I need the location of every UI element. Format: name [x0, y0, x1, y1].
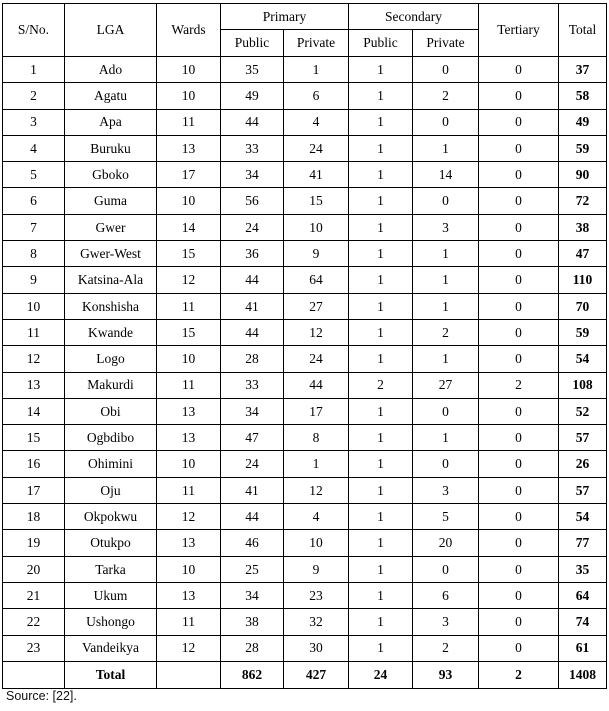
- secondary-public-cell: 1: [349, 162, 413, 188]
- wards-cell: 10: [157, 188, 221, 214]
- total-cell: 108: [559, 372, 607, 398]
- total-cell: 72: [559, 188, 607, 214]
- tertiary-cell: 0: [479, 135, 559, 161]
- total-cell: 37: [559, 57, 607, 83]
- tertiary-cell: 2: [479, 372, 559, 398]
- total-cell: 54: [559, 504, 607, 530]
- table-row: [3, 556, 607, 582]
- tertiary-cell: 0: [479, 451, 559, 477]
- primary-private-cell: 64: [284, 267, 349, 293]
- secondary-private-cell: 2: [413, 319, 479, 345]
- header-lga: LGA: [65, 4, 157, 57]
- header-row-top: [3, 4, 607, 30]
- secondary-private-cell: 1: [413, 425, 479, 451]
- primary-public-cell: 44: [221, 109, 284, 135]
- primary-private-cell: 44: [284, 372, 349, 398]
- table-row: [3, 241, 607, 267]
- wards-cell: 11: [157, 477, 221, 503]
- primary-public-cell: 49: [221, 83, 284, 109]
- secondary-private-cell: 0: [413, 109, 479, 135]
- wards-cell: 17: [157, 162, 221, 188]
- wards-cell: 12: [157, 267, 221, 293]
- table-row: [3, 214, 607, 240]
- tertiary-cell: 0: [479, 398, 559, 424]
- secondary-public-cell: 1: [349, 293, 413, 319]
- secondary-public-cell: 1: [349, 241, 413, 267]
- secondary-public-cell: 1: [349, 319, 413, 345]
- sno-cell: 13: [3, 372, 65, 398]
- lga-cell: Logo: [65, 346, 157, 372]
- tertiary-cell: 0: [479, 556, 559, 582]
- primary-private-cell: 10: [284, 530, 349, 556]
- sno-cell: 7: [3, 214, 65, 240]
- lga-cell: Makurdi: [65, 372, 157, 398]
- table-wrapper: [2, 3, 607, 689]
- wards-cell: 11: [157, 372, 221, 398]
- header-secondary-private: Private: [413, 30, 479, 57]
- primary-public-cell: 44: [221, 267, 284, 293]
- secondary-private-cell: 2: [413, 635, 479, 661]
- tertiary-cell: 0: [479, 57, 559, 83]
- lga-cell: Konshisha: [65, 293, 157, 319]
- wards-cell: 13: [157, 135, 221, 161]
- table-body: [3, 57, 607, 662]
- header-primary-public: Public: [221, 30, 284, 57]
- wards-cell: 14: [157, 214, 221, 240]
- total-cell: 38: [559, 214, 607, 240]
- wards-cell: 15: [157, 319, 221, 345]
- lga-cell: Otukpo: [65, 530, 157, 556]
- source-note: Source: [22].: [6, 689, 77, 703]
- primary-private-cell: 6: [284, 83, 349, 109]
- primary-private-cell: 15: [284, 188, 349, 214]
- lga-cell: Kwande: [65, 319, 157, 345]
- sno-cell: 5: [3, 162, 65, 188]
- primary-private-cell: 17: [284, 398, 349, 424]
- secondary-private-cell: 5: [413, 504, 479, 530]
- secondary-public-cell: 1: [349, 504, 413, 530]
- secondary-private-cell: 3: [413, 214, 479, 240]
- primary-private-cell: 4: [284, 504, 349, 530]
- lga-cell: Agatu: [65, 83, 157, 109]
- tertiary-cell: 0: [479, 477, 559, 503]
- primary-public-cell: 44: [221, 504, 284, 530]
- wards-cell: 13: [157, 582, 221, 608]
- secondary-public-cell: 1: [349, 530, 413, 556]
- tertiary-cell: 0: [479, 267, 559, 293]
- tertiary-cell: 0: [479, 609, 559, 635]
- primary-public-cell: 56: [221, 188, 284, 214]
- primary-public-cell: 46: [221, 530, 284, 556]
- secondary-private-cell: 1: [413, 135, 479, 161]
- total-cell: 35: [559, 556, 607, 582]
- lga-cell: Apa: [65, 109, 157, 135]
- tertiary-cell: 0: [479, 319, 559, 345]
- lga-cell: Gwer: [65, 214, 157, 240]
- total-cell: 47: [559, 241, 607, 267]
- sno-cell: 10: [3, 293, 65, 319]
- sno-cell: 12: [3, 346, 65, 372]
- table-row: [3, 319, 607, 345]
- wards-cell: 15: [157, 241, 221, 267]
- table-row: [3, 162, 607, 188]
- lga-cell: Obi: [65, 398, 157, 424]
- sno-cell: 20: [3, 556, 65, 582]
- secondary-private-cell: 0: [413, 57, 479, 83]
- table-row: [3, 372, 607, 398]
- primary-public-cell: 34: [221, 398, 284, 424]
- table-row: [3, 504, 607, 530]
- table-row: [3, 109, 607, 135]
- sno-cell: 15: [3, 425, 65, 451]
- total-cell: 52: [559, 398, 607, 424]
- primary-public-cell: 24: [221, 214, 284, 240]
- total-sno-cell: [3, 661, 65, 688]
- lga-cell: Tarka: [65, 556, 157, 582]
- total-cell: 70: [559, 293, 607, 319]
- total-cell: 59: [559, 135, 607, 161]
- lga-schools-table: [2, 3, 607, 689]
- secondary-private-cell: 6: [413, 582, 479, 608]
- lga-cell: Gboko: [65, 162, 157, 188]
- primary-public-cell: 35: [221, 57, 284, 83]
- secondary-public-cell: 1: [349, 609, 413, 635]
- primary-private-cell: 12: [284, 319, 349, 345]
- primary-private-cell: 30: [284, 635, 349, 661]
- tertiary-cell: 0: [479, 635, 559, 661]
- secondary-private-cell: 0: [413, 556, 479, 582]
- primary-public-cell: 25: [221, 556, 284, 582]
- secondary-private-cell: 20: [413, 530, 479, 556]
- sno-cell: 17: [3, 477, 65, 503]
- sno-cell: 19: [3, 530, 65, 556]
- total-cell: 26: [559, 451, 607, 477]
- header-primary: Primary: [221, 4, 349, 30]
- secondary-private-cell: 27: [413, 372, 479, 398]
- total-cell: 57: [559, 425, 607, 451]
- total-cell: 59: [559, 319, 607, 345]
- primary-public-cell: 28: [221, 346, 284, 372]
- primary-private-cell: 9: [284, 556, 349, 582]
- table-row: [3, 477, 607, 503]
- primary-private-cell: 4: [284, 109, 349, 135]
- wards-cell: 13: [157, 530, 221, 556]
- wards-cell: 13: [157, 398, 221, 424]
- wards-cell: 12: [157, 504, 221, 530]
- secondary-public-cell: 1: [349, 398, 413, 424]
- wards-cell: 10: [157, 83, 221, 109]
- tertiary-cell: 0: [479, 293, 559, 319]
- sno-cell: 8: [3, 241, 65, 267]
- table-row: [3, 188, 607, 214]
- total-cell: 54: [559, 346, 607, 372]
- secondary-public-cell: 1: [349, 188, 413, 214]
- total-label: Total: [65, 661, 157, 688]
- primary-private-cell: 1: [284, 57, 349, 83]
- secondary-private-cell: 1: [413, 241, 479, 267]
- tertiary-cell: 0: [479, 162, 559, 188]
- primary-public-cell: 41: [221, 477, 284, 503]
- wards-cell: 11: [157, 293, 221, 319]
- secondary-public-cell: 1: [349, 214, 413, 240]
- total-primary-private: 427: [284, 661, 349, 688]
- secondary-public-cell: 1: [349, 135, 413, 161]
- primary-public-cell: 34: [221, 162, 284, 188]
- sno-cell: 16: [3, 451, 65, 477]
- header-primary-private: Private: [284, 30, 349, 57]
- header-secondary: Secondary: [349, 4, 479, 30]
- tertiary-cell: 0: [479, 530, 559, 556]
- primary-private-cell: 1: [284, 451, 349, 477]
- sno-cell: 6: [3, 188, 65, 214]
- lga-cell: Ogbdibo: [65, 425, 157, 451]
- secondary-public-cell: 2: [349, 372, 413, 398]
- secondary-public-cell: 1: [349, 109, 413, 135]
- total-cell: 57: [559, 477, 607, 503]
- primary-private-cell: 8: [284, 425, 349, 451]
- lga-cell: Oju: [65, 477, 157, 503]
- lga-cell: Okpokwu: [65, 504, 157, 530]
- primary-private-cell: 24: [284, 346, 349, 372]
- primary-public-cell: 36: [221, 241, 284, 267]
- wards-cell: 12: [157, 635, 221, 661]
- tertiary-cell: 0: [479, 109, 559, 135]
- total-cell: 49: [559, 109, 607, 135]
- primary-private-cell: 9: [284, 241, 349, 267]
- secondary-public-cell: 1: [349, 267, 413, 293]
- sno-cell: 18: [3, 504, 65, 530]
- header-total: Total: [559, 4, 607, 57]
- secondary-public-cell: 1: [349, 635, 413, 661]
- lga-cell: Ushongo: [65, 609, 157, 635]
- wards-cell: 11: [157, 609, 221, 635]
- sno-cell: 1: [3, 57, 65, 83]
- total-primary-public: 862: [221, 661, 284, 688]
- total-cell: 90: [559, 162, 607, 188]
- sno-cell: 4: [3, 135, 65, 161]
- sno-cell: 21: [3, 582, 65, 608]
- primary-private-cell: 41: [284, 162, 349, 188]
- primary-public-cell: 41: [221, 293, 284, 319]
- total-row: [3, 661, 607, 688]
- total-cell: 110: [559, 267, 607, 293]
- header-secondary-public: Public: [349, 30, 413, 57]
- tertiary-cell: 0: [479, 83, 559, 109]
- tertiary-cell: 0: [479, 582, 559, 608]
- table-row: [3, 57, 607, 83]
- primary-public-cell: 24: [221, 451, 284, 477]
- secondary-public-cell: 1: [349, 477, 413, 503]
- primary-public-cell: 33: [221, 135, 284, 161]
- primary-public-cell: 38: [221, 609, 284, 635]
- secondary-public-cell: 1: [349, 57, 413, 83]
- secondary-public-cell: 1: [349, 425, 413, 451]
- secondary-public-cell: 1: [349, 83, 413, 109]
- primary-public-cell: 33: [221, 372, 284, 398]
- tertiary-cell: 0: [479, 346, 559, 372]
- table-row: [3, 451, 607, 477]
- wards-cell: 13: [157, 425, 221, 451]
- total-cell: 58: [559, 83, 607, 109]
- tertiary-cell: 0: [479, 188, 559, 214]
- secondary-private-cell: 3: [413, 477, 479, 503]
- wards-cell: 10: [157, 57, 221, 83]
- primary-private-cell: 12: [284, 477, 349, 503]
- total-tertiary: 2: [479, 661, 559, 688]
- lga-cell: Ohimini: [65, 451, 157, 477]
- total-secondary-public: 24: [349, 661, 413, 688]
- lga-cell: Gwer-West: [65, 241, 157, 267]
- total-cell: 77: [559, 530, 607, 556]
- table-row: [3, 135, 607, 161]
- lga-cell: Guma: [65, 188, 157, 214]
- sno-cell: 11: [3, 319, 65, 345]
- primary-private-cell: 24: [284, 135, 349, 161]
- lga-cell: Buruku: [65, 135, 157, 161]
- table-row: [3, 609, 607, 635]
- tertiary-cell: 0: [479, 214, 559, 240]
- total-secondary-private: 93: [413, 661, 479, 688]
- sno-cell: 9: [3, 267, 65, 293]
- secondary-public-cell: 1: [349, 346, 413, 372]
- secondary-public-cell: 1: [349, 582, 413, 608]
- primary-public-cell: 44: [221, 319, 284, 345]
- primary-private-cell: 32: [284, 609, 349, 635]
- header-wards: Wards: [157, 4, 221, 57]
- table-row: [3, 293, 607, 319]
- lga-cell: Katsina-Ala: [65, 267, 157, 293]
- total-cell: 64: [559, 582, 607, 608]
- wards-cell: 10: [157, 556, 221, 582]
- table-row: [3, 530, 607, 556]
- table-row: [3, 425, 607, 451]
- sno-cell: 2: [3, 83, 65, 109]
- secondary-private-cell: 14: [413, 162, 479, 188]
- lga-cell: Ukum: [65, 582, 157, 608]
- sno-cell: 14: [3, 398, 65, 424]
- wards-cell: 10: [157, 346, 221, 372]
- primary-private-cell: 23: [284, 582, 349, 608]
- secondary-private-cell: 0: [413, 398, 479, 424]
- secondary-public-cell: 1: [349, 556, 413, 582]
- table-row: [3, 83, 607, 109]
- primary-private-cell: 27: [284, 293, 349, 319]
- total-grand: 1408: [559, 661, 607, 688]
- table-row: [3, 582, 607, 608]
- secondary-private-cell: 1: [413, 293, 479, 319]
- primary-public-cell: 34: [221, 582, 284, 608]
- secondary-private-cell: 2: [413, 83, 479, 109]
- lga-cell: Ado: [65, 57, 157, 83]
- sno-cell: 22: [3, 609, 65, 635]
- total-wards-cell: [157, 661, 221, 688]
- tertiary-cell: 0: [479, 425, 559, 451]
- header-sno: S/No.: [3, 4, 65, 57]
- table-row: [3, 635, 607, 661]
- sno-cell: 3: [3, 109, 65, 135]
- table-row: [3, 398, 607, 424]
- wards-cell: 10: [157, 451, 221, 477]
- secondary-private-cell: 0: [413, 188, 479, 214]
- primary-public-cell: 28: [221, 635, 284, 661]
- primary-private-cell: 10: [284, 214, 349, 240]
- total-cell: 74: [559, 609, 607, 635]
- total-cell: 61: [559, 635, 607, 661]
- header-tertiary: Tertiary: [479, 4, 559, 57]
- sno-cell: 23: [3, 635, 65, 661]
- secondary-private-cell: 3: [413, 609, 479, 635]
- tertiary-cell: 0: [479, 504, 559, 530]
- table-row: [3, 267, 607, 293]
- secondary-public-cell: 1: [349, 451, 413, 477]
- tertiary-cell: 0: [479, 241, 559, 267]
- secondary-private-cell: 1: [413, 267, 479, 293]
- primary-public-cell: 47: [221, 425, 284, 451]
- wards-cell: 11: [157, 109, 221, 135]
- secondary-private-cell: 1: [413, 346, 479, 372]
- table-row: [3, 346, 607, 372]
- lga-cell: Vandeikya: [65, 635, 157, 661]
- secondary-private-cell: 0: [413, 451, 479, 477]
